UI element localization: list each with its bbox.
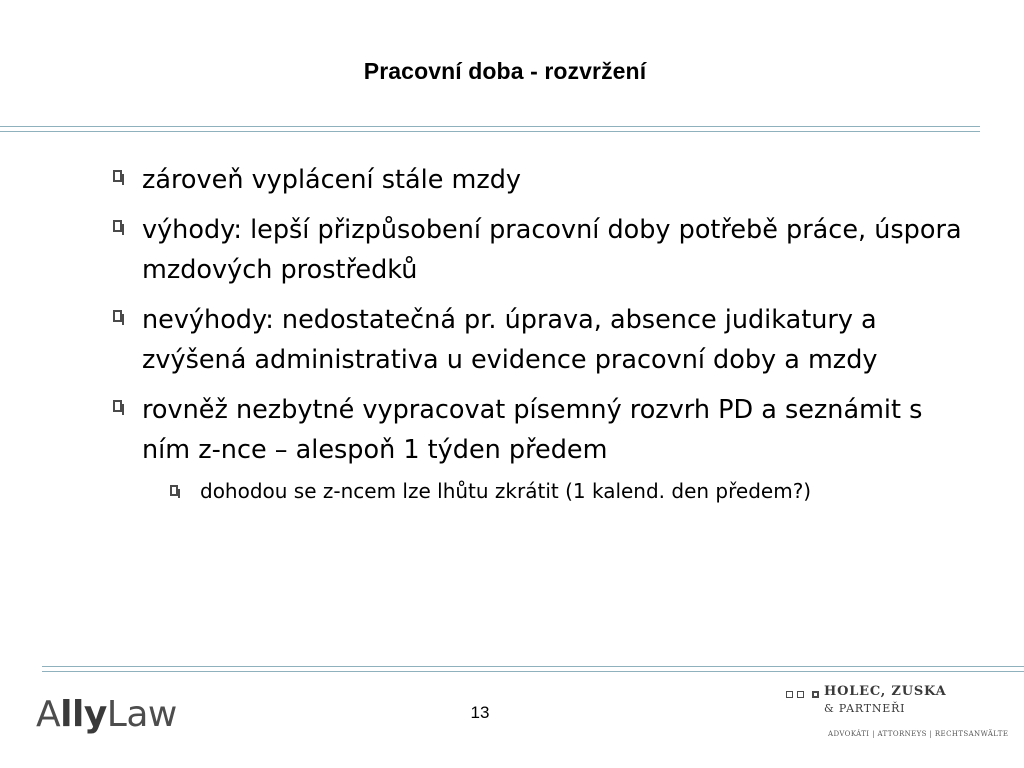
logo-text-a: A xyxy=(36,694,61,735)
square-bullet-icon xyxy=(113,170,122,182)
bullet-text: výhody: lepší přizpůsobení pracovní doby potřebě práce, úspora mzdových prostředků xyxy=(142,215,962,285)
slide-title: Pracovní doba - rozvržení xyxy=(363,58,647,84)
footer-divider-top xyxy=(42,666,1024,667)
logo-tagline: ADVOKÁTI | ATTORNEYS | RECHTSANWÄLTE xyxy=(828,730,1009,738)
bullet-list xyxy=(112,160,972,506)
square-bullet-icon xyxy=(113,220,122,232)
square-bullet-icon xyxy=(113,400,122,412)
title-divider-bottom xyxy=(0,131,980,132)
logo-firm-name: HOLEC, ZUSKA xyxy=(824,684,947,699)
logo-square-icon xyxy=(797,691,804,698)
subbullet-text: dohodou se z-ncem lze lhůtu zkrátit (1 kalend. den předem?) xyxy=(200,479,812,503)
list-item xyxy=(112,210,972,290)
square-bullet-icon xyxy=(113,310,122,322)
list-item xyxy=(112,160,972,200)
list-item xyxy=(112,390,972,470)
logo-square-icon xyxy=(812,691,819,698)
sub-list-item xyxy=(170,476,972,506)
logo-text-law: Law xyxy=(106,694,177,735)
logo-firm-partners: & PARTNEŘI xyxy=(824,702,906,715)
logo-square-icon xyxy=(786,691,793,698)
logo-text-lly: lly xyxy=(60,694,107,735)
square-bullet-icon xyxy=(170,485,178,496)
bullet-text: zároveň vyplácení stále mzdy xyxy=(142,165,522,195)
page-number: 13 xyxy=(470,703,490,722)
allylaw-logo xyxy=(36,694,177,735)
bullet-text: rovněž nezbytné vypracovat písemný rozvrh PD a seznámit s ním z-nce – alespoň 1 týden předem xyxy=(142,395,923,465)
list-item xyxy=(112,300,972,380)
footer-divider-bottom xyxy=(42,671,1024,672)
bullet-text: nevýhody: nedostatečná pr. úprava, absence judikatury a zvýšená administrativa u evidence pracovní doby a mzdy xyxy=(142,305,878,375)
holec-zuska-logo xyxy=(786,684,1009,738)
title-divider-top xyxy=(0,126,980,127)
